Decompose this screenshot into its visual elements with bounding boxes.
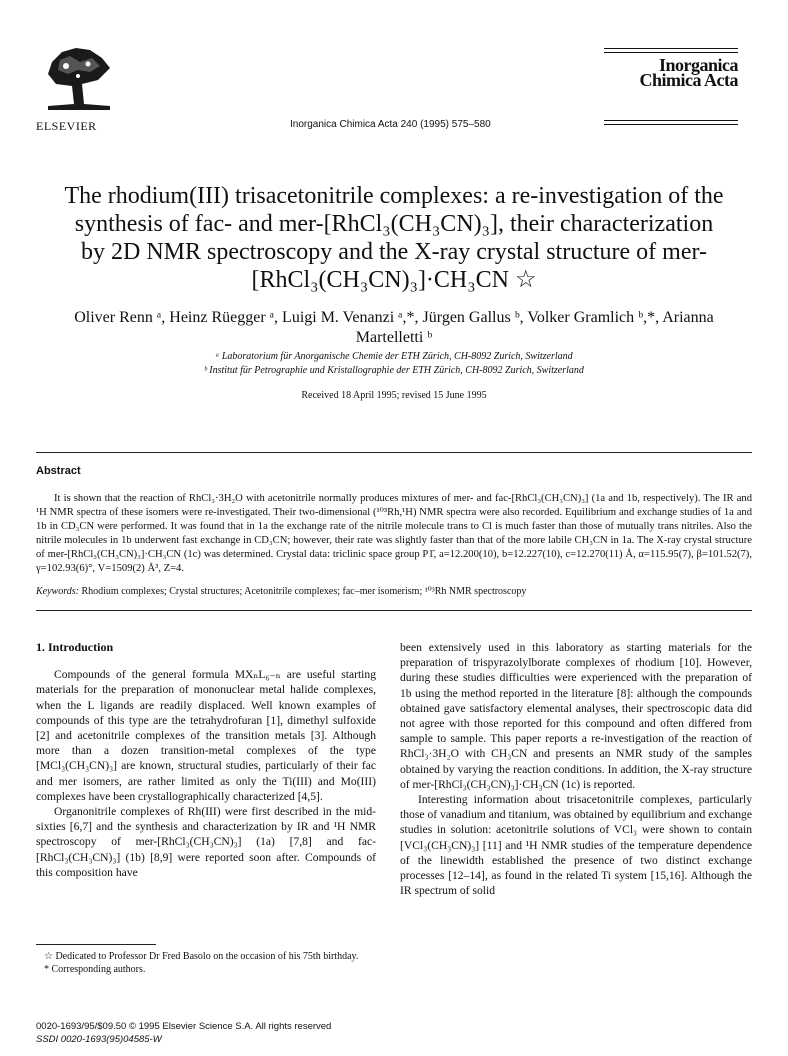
- journal-citation: Inorganica Chimica Acta 240 (1995) 575–580: [290, 119, 491, 130]
- abstract-heading: Abstract: [36, 465, 81, 477]
- journal-bottom-rule: [604, 120, 738, 121]
- intro-paragraph-2: Organonitrile complexes of Rh(III) were first described in the mid-sixties [6,7] and the synthesis and characterization by IR and ¹H NMR spectroscopy of mer-[RhCl₃(CH₃CN)₃] (1a) [7,8] and fac-[RhCl₃(CH₃CN)₃] (1b) [8,9] were reported soon after. Compounds of this composition have: [36, 805, 376, 879]
- affiliation-a: ᵃ Laboratorium für Anorganische Chemie der ETH Zürich, CH-8092 Zurich, Switzerland: [215, 351, 573, 362]
- footnote-dedication: ☆ Dedicated to Professor Dr Fred Basolo on the occasion of his 75th birthday.: [44, 951, 359, 962]
- issn-block: [36, 1020, 436, 1046]
- footnotes: [36, 950, 376, 976]
- issn-line: 0020-1693/95/$09.50 © 1995 Elsevier Science S.A. All rights reserved: [36, 1021, 332, 1032]
- elsevier-tree-logo: [40, 40, 118, 116]
- keywords-text: Rhodium complexes; Crystal structures; Acetonitrile complexes; fac–mer isomerism; ¹⁰³Rh NMR spectroscopy: [78, 586, 527, 597]
- abstract-bottom-rule: [36, 610, 752, 611]
- keywords-label: Keywords:: [36, 586, 79, 597]
- section-heading-introduction: 1. Introduction: [36, 640, 114, 654]
- ssdi-line: SSDI 0020-1693(95)04585-W: [36, 1034, 162, 1045]
- journal-logo-line-1: Inorganica: [658, 55, 738, 75]
- footnote-corresponding: * Corresponding authors.: [44, 964, 146, 975]
- right-column: [400, 640, 752, 898]
- footnote-rule: [36, 944, 156, 945]
- intro-paragraph-4: Interesting information about trisacetonitrile complexes, particularly those of vanadium and titanium, was obtained by equilibrium and exchange studies in solution: acetonitrile solutions of VCl₃ were shown to contain [VCl₃(CH₃CN)₃] [11] and ¹H NMR studies of the temperature dependence of the linewidth established the presence of two distinct exchange processes [12–14], as found in the related Ti system [15,16]. Although the IR spectrum of solid: [400, 793, 752, 898]
- keywords: [36, 586, 752, 597]
- journal-logo-line-2: Chimica Acta: [639, 70, 738, 90]
- journal-top-rule: [604, 48, 738, 49]
- affiliations: [60, 350, 728, 378]
- abstract-text: It is shown that the reaction of RhCl₃·3H₂O with acetonitrile normally produces mixtures of mer- and fac-[RhCl₃(CH₃CN)₃] (1a and 1b, respectively). The IR and ¹H NMR spectra of these isomers were re-investigated. Their two-dimensional (¹⁰³Rh,¹H) NMR spectra were also recorded. Equilibrium and exchange studies of 1a and 1b in CD₃CN were performed. It was found that in 1a the exchange rate of the nitrile molecule trans to Cl is much faster than those of mutually trans nitriles. Also the nitrile molecules in 1b underwent fast exchange in CD₃CN; however, their rate was slightly faster than that of the more labile CH₃CN in 1a. The X-ray crystal structure of mer-[RhCl₃(CH₃CN)₃]·CH₃CN (1c) was determined. Crystal data: triclinic space group P1̄, a=12.200(10), b=12.227(10), c=12.270(11) Å, α=115.95(7), β=101.52(7), γ=102.93(6)°, V=1509(2) Å³, Z=4.: [36, 493, 752, 574]
- journal-top-rule-2: [604, 52, 738, 53]
- intro-paragraph-3: been extensively used in this laboratory as starting materials for the preparation of trispyrazolylborate complexes of rhodium [10]. However, during these studies difficulties were experienced with the preparation of 1b using the method reported in the literature [8]: although the compounds obtained gave satisfactory elemental analyses, their spectroscopic data did not agree with those reported for this compound and often differed from sample to sample. This paper reports a re-investigation of the reaction of RhCl₃·3H₂O with CH₃CN and presents an NMR study of the samples obtained by varying the reaction conditions. In addition, the X-ray structure of mer-[RhCl₃(CH₃CN)₃]·CH₃CN (1c) is reported.: [400, 641, 752, 791]
- left-column: [36, 640, 376, 880]
- publisher-name: ELSEVIER: [36, 119, 97, 133]
- article-title: The rhodium(III) trisacetonitrile complexes: a re-investigation of the synthesis of fac- and mer-[RhCl₃(CH₃CN)₃], their characterization by 2D NMR spectroscopy and the X-ray crystal structure of mer-[RhCl₃(CH₃CN)₃]·CH₃CN ☆: [64, 183, 724, 293]
- journal-bottom-rule-2: [604, 124, 738, 125]
- received-dates: Received 18 April 1995; revised 15 June 1995: [301, 390, 487, 401]
- journal-logo: [604, 55, 738, 90]
- affiliation-b: ᵇ Institut für Petrographie und Kristallographie der ETH Zürich, CH-8092 Zurich, Switzerland: [204, 365, 584, 376]
- intro-paragraph-1: Compounds of the general formula MXₙL₆₋ₙ are useful starting materials for the preparation of mononuclear metal halide complexes, when the L ligands are readily displaced. Well known examples of compounds of this type are the tetrahydrofuran [1], dimethyl sulfoxide [2] and acetonitrile complexes of the transition metals [3]. Although more than a dozen transition-metal complexes of the type [MCl₃(CH₃CN)₃] are known, structural studies, particularly of their fac and mer isomers, are rather limited as only the Ti(III) and Mo(III) complexes have been crystallographically characterized [4,5].: [36, 668, 376, 803]
- author-list: Oliver Renn ᵃ, Heinz Rüegger ᵃ, Luigi M. Venanzi ᵃ,*, Jürgen Gallus ᵇ, Volker Gramlich ᵇ,*, Arianna Martelletti ᵇ: [74, 309, 714, 346]
- abstract-top-rule: [36, 452, 752, 453]
